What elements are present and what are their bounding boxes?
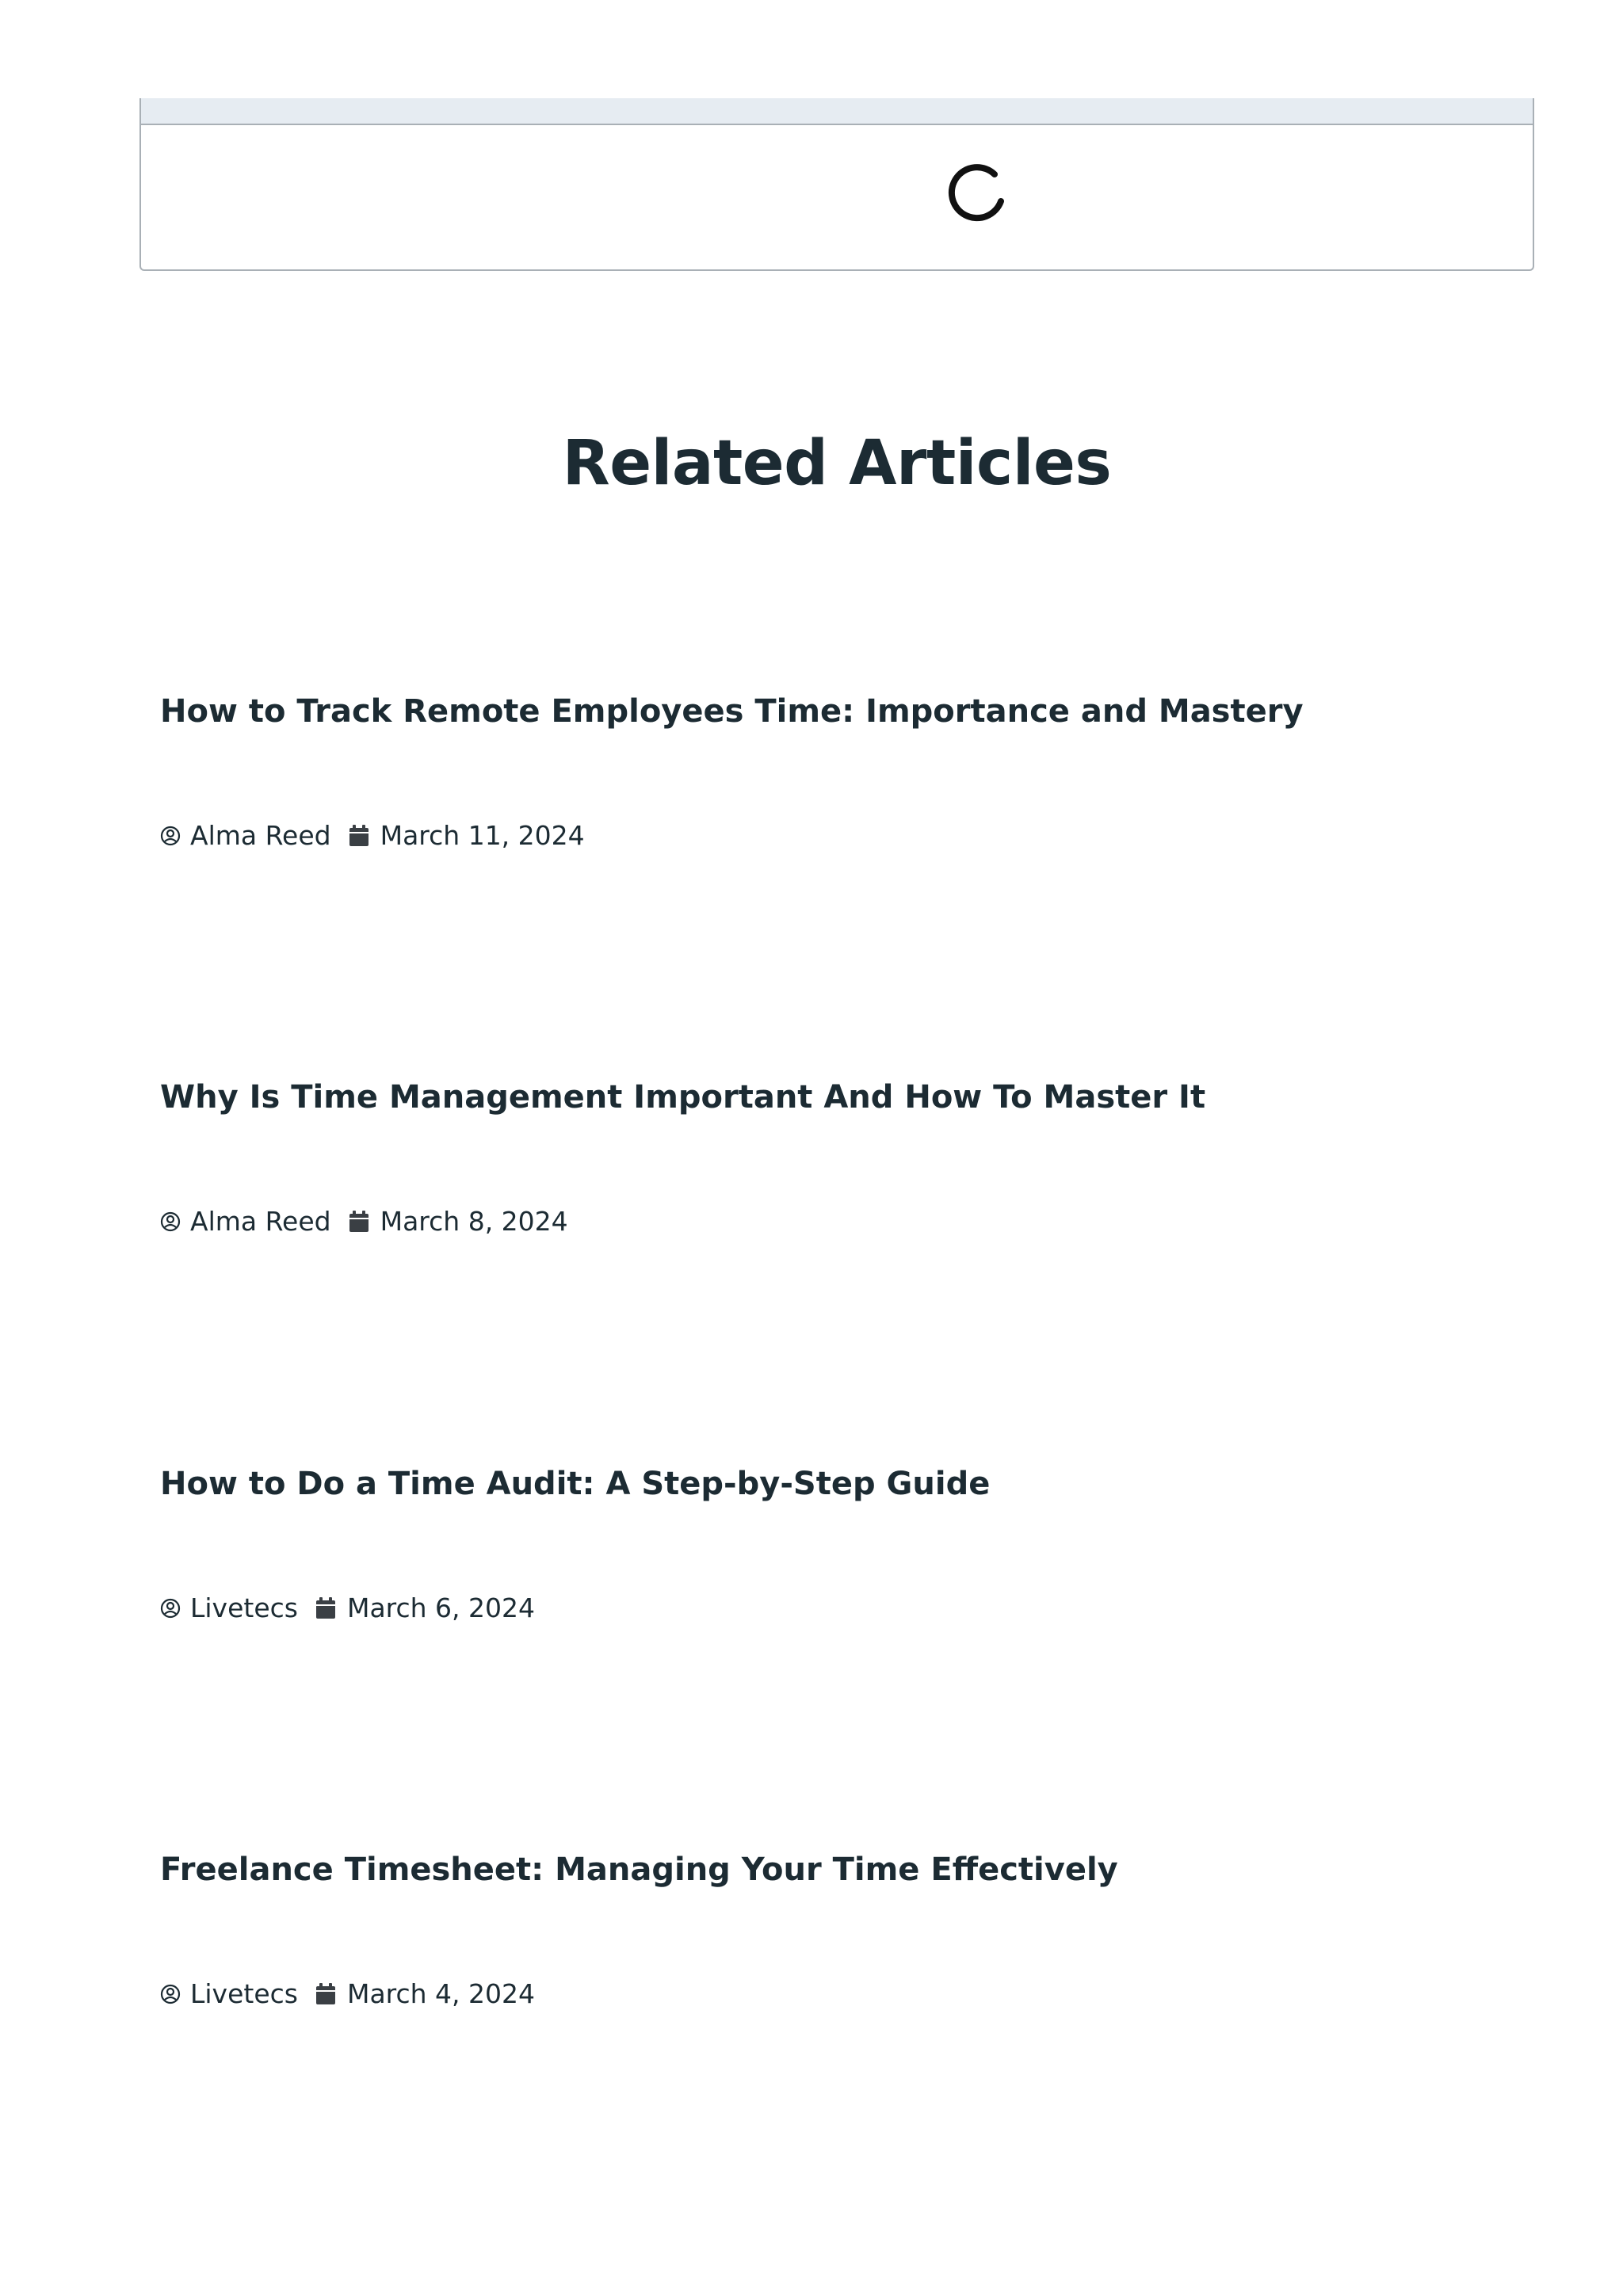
calendar-icon xyxy=(315,1983,336,2005)
article-date: March 11, 2024 xyxy=(380,820,585,851)
article-meta xyxy=(160,1978,535,2009)
calendar-icon xyxy=(349,1211,369,1233)
article-meta xyxy=(160,1206,568,1237)
spinner-icon xyxy=(947,163,1006,222)
article-author-link[interactable]: Alma Reed xyxy=(190,1206,331,1237)
article-title-link[interactable]: Why Is Time Management Important And How To Master It xyxy=(160,1079,1206,1116)
loading-panel xyxy=(139,0,1534,271)
article-author-link[interactable]: Livetecs xyxy=(190,1978,298,2009)
calendar-icon xyxy=(349,825,369,847)
article-date: March 8, 2024 xyxy=(380,1206,568,1237)
article-title-link[interactable]: Freelance Timesheet: Managing Your Time Effectively xyxy=(160,1852,1118,1888)
user-circle-icon xyxy=(160,1598,181,1619)
article-author-link[interactable]: Livetecs xyxy=(190,1592,298,1623)
user-circle-icon xyxy=(160,1984,181,2004)
article-card xyxy=(160,1466,1507,1623)
article-title-link[interactable]: How to Do a Time Audit: A Step-by-Step Guide xyxy=(160,1466,991,1502)
article-date: March 6, 2024 xyxy=(346,1592,536,1623)
article-title-link[interactable]: How to Track Remote Employees Time: Importance and Mastery xyxy=(160,693,1304,730)
calendar-icon xyxy=(315,1597,336,1619)
article-meta xyxy=(160,1592,535,1623)
article-card xyxy=(160,1079,1507,1237)
user-circle-icon xyxy=(160,1211,181,1232)
loading-panel-header-strip xyxy=(141,98,1533,125)
article-date: March 4, 2024 xyxy=(346,1978,536,2009)
article-author-link[interactable]: Alma Reed xyxy=(190,820,331,851)
article-card xyxy=(160,1852,1507,2009)
article-card xyxy=(160,693,1507,851)
related-articles-heading: Related Articles xyxy=(562,428,1112,499)
user-circle-icon xyxy=(160,826,181,846)
article-meta xyxy=(160,820,585,851)
